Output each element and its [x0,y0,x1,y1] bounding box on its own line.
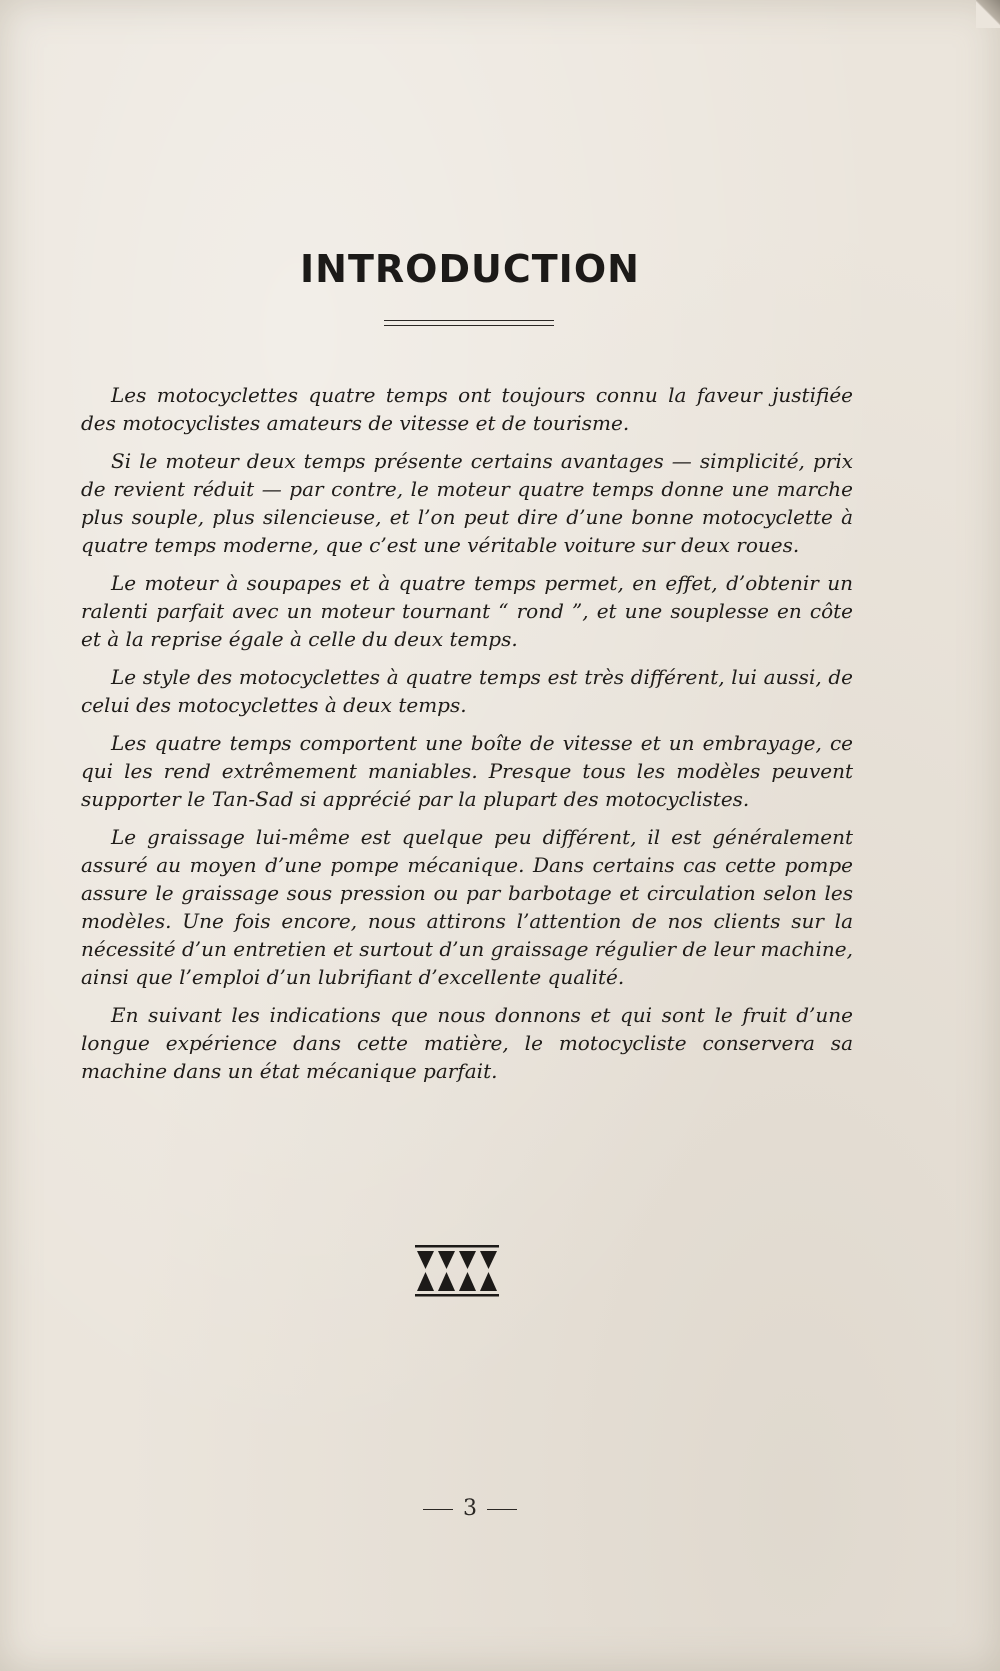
page-number: 3 [463,1496,477,1521]
paragraph-6: Le graissage lui-même est quelque peu différent, il est généralement assuré au moyen d’une pompe mécanique. Dans certains cas cette pompe assure le graissage sous pression ou par barbotage et circulation selon les modèles. Une fois encore, nous attirons l’attention de nos clients sur la nécessité d’un entretien et surtout d’un graissage régulier de leur machine, ainsi que l’emploi d’un lubrifiant d’excellente qualité. [81,825,853,989]
paragraph-7: En suivant les indications que nous donnons et qui sont le fruit d’une longue expérience dans cette matière, le motocycliste conservera sa machine dans un état mécanique parfait. [81,1003,853,1083]
right-dash [487,1509,517,1510]
paragraph-3: Le moteur à soupapes et à quatre temps permet, en effet, d’obtenir un ralenti parfait avec un moteur tournant “ rond ”, et une souplesse en côte et à la reprise égale à celle du deux temps. [81,571,853,651]
paragraph-2: Si le moteur deux temps présente certains avantages — simplicité, prix de revient réduit — par contre, le moteur quatre temps donne une marche plus souple, plus silencieuse, et l’on peut dire d’une bonne motocyclette à quatre temps moderne, que c’est une véritable voiture sur deux roues. [81,449,853,557]
paragraph-5: Les quatre temps comportent une boîte de vitesse et un embrayage, ce qui les rend extrêmement maniables. Presque tous les modèles peuvent supporter le Tan-Sad si apprécié par la plupart des motocyclistes. [81,731,853,811]
triangle-ornament-icon [415,1245,499,1302]
introduction-body [81,381,853,1095]
paragraph-1: Les motocyclettes quatre temps ont toujours connu la faveur justifiée des motocyclistes amateurs de vitesse et de tourisme. [81,383,853,435]
page-title: INTRODUCTION [300,247,640,291]
page-corner-fold [976,0,1000,28]
page-number-footer [0,1496,940,1521]
title-double-rule [384,320,554,326]
paragraph-4: Le style des motocyclettes à quatre temps est très différent, lui aussi, de celui des motocyclettes à deux temps. [81,665,853,717]
left-dash [423,1509,453,1510]
